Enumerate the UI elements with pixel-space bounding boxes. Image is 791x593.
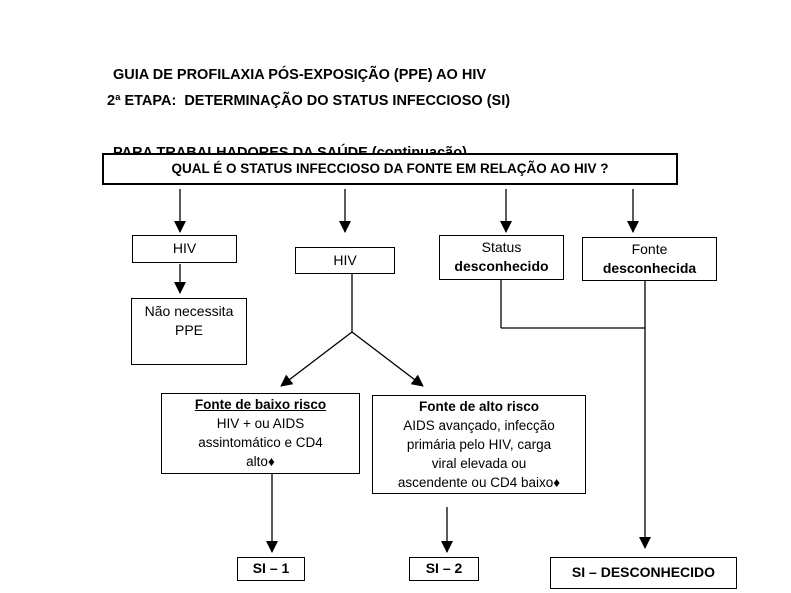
low-risk-line3: alto♦	[246, 454, 275, 469]
si-1-box: SI – 1	[237, 557, 305, 581]
status-unknown-line1: Status	[481, 239, 522, 255]
low-risk-line2: assintomático e CD4	[198, 435, 323, 450]
source-unknown-box	[582, 237, 717, 281]
high-risk-line4: ascendente ou CD4 baixo♦	[397, 475, 561, 490]
arrow-fork-to-low-risk	[281, 332, 352, 386]
low-risk-line1: HIV + ou AIDS	[216, 416, 305, 431]
high-risk-line1: AIDS avançado, infecção	[403, 418, 555, 433]
stage-heading: 2ª ETAPA: DETERMINAÇÃO DO STATUS INFECCIOSO (SI)	[107, 93, 511, 109]
no-ppe-line1: Não necessita	[144, 303, 234, 319]
hiv-positive-box: HIV	[295, 247, 395, 274]
si-unknown-box: SI – DESCONHECIDO	[550, 557, 737, 589]
source-unknown-line2: desconhecida	[602, 260, 697, 276]
high-risk-line3: viral elevada ou	[431, 456, 527, 471]
no-ppe-line2: PPE	[174, 322, 203, 338]
si-2-box: SI – 2	[409, 557, 479, 581]
question-box: QUAL É O STATUS INFECCIOSO DA FONTE EM RELAÇÃO AO HIV ?	[102, 153, 678, 185]
high-risk-title: Fonte de alto risco	[418, 399, 540, 414]
status-unknown-line2: desconhecido	[454, 258, 549, 274]
high-risk-box	[372, 395, 586, 494]
hiv-negative-box: HIV	[132, 235, 237, 263]
low-risk-title: Fonte de baixo risco	[194, 397, 327, 412]
status-unknown-box	[439, 235, 564, 280]
arrow-fork-to-high-risk	[352, 332, 423, 386]
high-risk-line2: primária pelo HIV, carga	[406, 437, 552, 452]
document-title-line1: GUIA DE PROFILAXIA PÓS-EXPOSIÇÃO (PPE) AO HIV	[113, 67, 487, 83]
low-risk-box	[161, 393, 360, 474]
no-ppe-box	[131, 298, 247, 365]
source-unknown-line1: Fonte	[631, 241, 668, 257]
